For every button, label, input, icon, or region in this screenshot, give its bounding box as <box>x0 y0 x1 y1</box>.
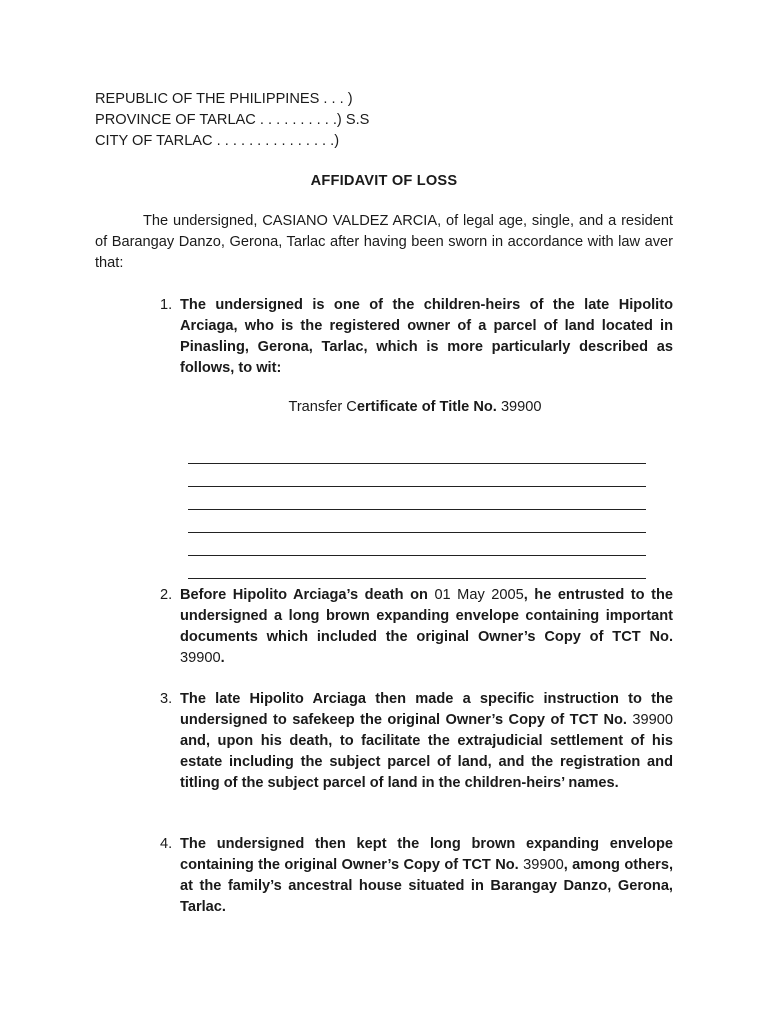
item-text <box>180 585 673 669</box>
item-text-part: Before Hipolito Arciaga’s death on <box>180 587 435 603</box>
item-number: 3. <box>160 691 173 707</box>
tct-label-part-b: ertificate of Title No. <box>356 399 497 415</box>
blank-line <box>188 510 646 533</box>
blank-line <box>188 533 646 556</box>
item-number: 4. <box>160 836 173 852</box>
venue-line-republic: REPUBLIC OF THE PHILIPPINES . . . ) <box>95 91 353 107</box>
list-item-2 <box>160 585 673 669</box>
venue-line-city: CITY OF TARLAC . . . . . . . . . . . . . . .) <box>95 133 340 149</box>
item-text-part: The late Hipolito Arciaga then made a specific instruction to the undersigned to safekeep the original Owner’s Copy of TCT No. <box>180 691 673 728</box>
intro-paragraph <box>95 211 673 274</box>
item-text: The undersigned is one of the children-heirs of the late Hipolito Arciaga, who is the registered owner of a parcel of land located in Pinasling, Gerona, Tarlac, which is more particularly described as follows, to wit: <box>180 297 673 376</box>
item-tct-number: 39900 <box>180 650 221 666</box>
item-text-part: , he entrusted to the undersigned a long brown expanding envelope containing important documents which included the original Owner’s Copy of TCT No. <box>180 587 673 645</box>
item-text-part: . <box>220 650 225 666</box>
document-title: AFFIDAVIT OF LOSS <box>310 173 458 189</box>
item-text <box>180 834 673 918</box>
item-tct-number: 39900 <box>523 857 564 873</box>
item-text-part: and, upon his death, to facilitate the extrajudicial settlement of his estate including the subject parcel of land, and the registration and titling of the subject parcel of land in the children-heirs’ names. <box>180 733 673 791</box>
list-item-4 <box>160 834 673 918</box>
tct-heading <box>0 399 768 415</box>
list-item-3 <box>160 689 673 794</box>
list-item-1 <box>160 295 673 379</box>
item-text-part: The undersigned then kept the long brown expanding envelope containing the original Owner’s Copy of TCT No. <box>180 836 673 873</box>
item-date: 01 May 2005 <box>434 587 524 603</box>
blank-line <box>188 464 646 487</box>
intro-text: The undersigned, CASIANO VALDEZ ARCIA, of legal age, single, and a resident of Barangay Danzo, Gerona, Tarlac after having been sworn in accordance with law aver that: <box>95 213 673 271</box>
item-text <box>180 689 673 794</box>
item-tct-number: 39900 <box>632 712 673 728</box>
tct-number: 39900 <box>500 399 542 415</box>
item-number: 1. <box>160 297 173 313</box>
blank-line <box>188 556 646 579</box>
blank-line <box>188 487 646 510</box>
venue-line-province: PROVINCE OF TARLAC . . . . . . . . . .) S.S <box>95 112 370 128</box>
blank-lines <box>188 441 646 579</box>
item-number: 2. <box>160 587 173 603</box>
item-text-part: , among others, at the family’s ancestral house situated in Barangay Danzo, Gerona, Tarlac. <box>180 857 674 915</box>
venue-block <box>95 89 369 152</box>
tct-label-part-a: Transfer C <box>288 399 357 415</box>
blank-line <box>188 441 646 464</box>
